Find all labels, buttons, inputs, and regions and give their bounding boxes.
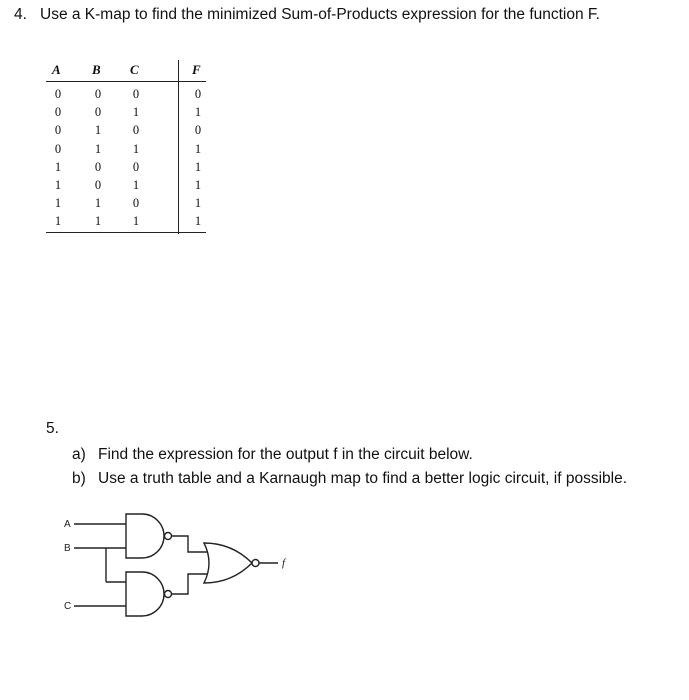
cell-row7-f: 1	[194, 196, 202, 211]
question-5b-text: Use a truth table and a Karnaugh map to find a better logic circuit, if possible.	[98, 470, 628, 487]
cell-row8-a: 1	[54, 214, 62, 229]
header-a: A	[52, 62, 61, 77]
cell-row2-b: 0	[94, 105, 102, 120]
question-5b-label: b)	[72, 470, 86, 487]
cell-row4-f: 1	[194, 141, 202, 156]
cell-row7-c: 0	[132, 196, 140, 211]
cell-row5-f: 1	[194, 159, 202, 174]
cell-row6-f: 1	[194, 178, 202, 192]
cell-row3-a: 0	[54, 123, 62, 138]
output-label-f: f	[282, 557, 286, 569]
cell-row1-c: 0	[132, 87, 140, 101]
cell-row8-b: 1	[94, 214, 102, 229]
cell-row7-b: 1	[94, 196, 102, 211]
cell-row3-f: 0	[194, 123, 202, 138]
cell-row5-a: 1	[54, 159, 62, 174]
cell-row2-a: 0	[54, 105, 62, 120]
cell-row4-b: 1	[94, 141, 102, 156]
nor-gate-output	[204, 543, 278, 583]
cell-row2-f: 1	[194, 105, 202, 120]
cell-row7-a: 1	[54, 196, 62, 211]
question-5a	[72, 446, 473, 464]
question-4	[14, 6, 600, 24]
question-4-text: Use a K-map to find the minimized Sum-of-Products expression for the function F.	[40, 6, 600, 23]
input-label-c: C	[64, 601, 72, 612]
header-b: B	[92, 62, 101, 77]
cell-row1-a: 0	[54, 87, 62, 101]
question-4-number: 4.	[14, 6, 27, 23]
cell-row5-b: 0	[94, 159, 102, 174]
cell-row8-c: 1	[132, 214, 140, 229]
cell-row6-b: 0	[94, 178, 102, 192]
cell-row1-f: 0	[194, 87, 202, 101]
intermediate-wires	[172, 536, 209, 594]
cell-row2-c: 1	[132, 105, 140, 120]
input-label-a: A	[64, 519, 71, 530]
truth-table	[46, 60, 212, 234]
header-divider	[46, 81, 206, 82]
nand-gate-2	[126, 572, 172, 616]
cell-row3-c: 0	[132, 123, 140, 138]
output-divider	[178, 60, 179, 234]
cell-row3-b: 1	[94, 123, 102, 138]
cell-row5-c: 0	[132, 159, 140, 174]
input-wires	[74, 524, 126, 606]
input-label-b: B	[64, 543, 71, 554]
logic-circuit-diagram	[56, 510, 296, 620]
header-f: F	[192, 62, 201, 77]
table-bottom-rule	[46, 232, 206, 233]
nand-gate-1	[126, 514, 172, 558]
question-5b	[72, 470, 627, 488]
cell-row6-c: 1	[132, 178, 140, 192]
cell-row6-a: 1	[54, 178, 62, 192]
cell-row4-c: 1	[132, 141, 140, 156]
cell-row8-f: 1	[194, 214, 202, 229]
question-5a-text: Find the expression for the output f in the circuit below.	[98, 446, 473, 463]
cell-row4-a: 0	[54, 141, 62, 156]
question-5-number: 5.	[46, 420, 59, 437]
question-5a-label: a)	[72, 446, 86, 463]
cell-row1-b: 0	[94, 87, 102, 101]
header-c: C	[130, 62, 139, 77]
